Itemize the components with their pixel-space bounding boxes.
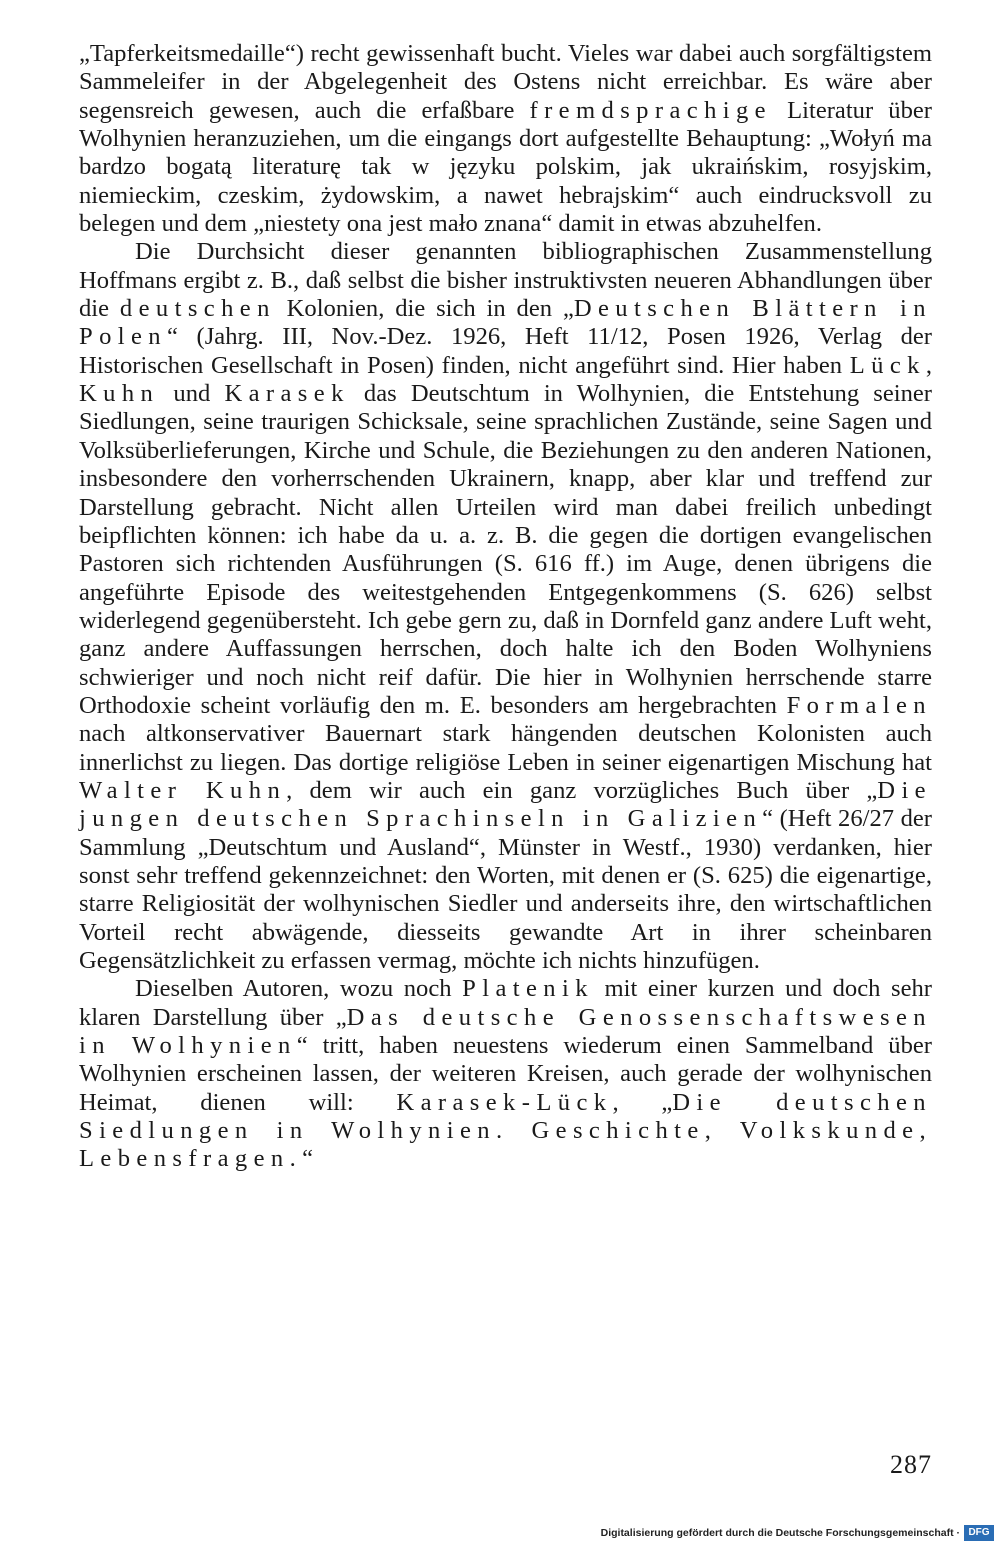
paragraph — [79, 975, 932, 1173]
text-run: Dieselben Autoren, wozu noch — [135, 975, 463, 1003]
spaced-emphasis: fremdsprachige — [529, 96, 772, 124]
text-run: , „ — [612, 1088, 673, 1116]
spaced-emphasis: Kuhn — [79, 380, 160, 408]
spaced-emphasis: deutschen — [119, 295, 276, 323]
spaced-emphasis: Deutschen Blättern in Polen — [79, 295, 932, 351]
spaced-emphasis: Platenik — [462, 975, 594, 1003]
text-run: “ (Heft 26/27 der Sammlung „Deutschtum und Ausland“, Münster in Westf., 1930) verdanken, hier sonst sehr treffend gekennzeichnet: den Worten, mit denen er (S. 625) die eigenartige, starre Religiosität der wolhynischen Siedler und anderseits ihre, den wirtschaftlichen Vorteil recht abwägende, diesseits gewandte Art in ihrer scheinbaren Gegensätzlichkeit zu erfassen vermag, möchte ich nichts hinzufügen. — [79, 805, 932, 974]
document-body — [79, 40, 932, 1174]
text-run: das Deutschtum in Wolhynien, die Entstehung seiner Siedlungen, seine traurigen Schicksale, seine sprachlichen Zustände, seine Sagen und Volksüberlieferungen, Kirche und Schule, die Beziehungen zu den anderen Nationen, insbesondere den vorherrschenden Ukrainern, knapp, aber klar und treffend zur Darstellung gebracht. Nicht allen Urteilen wird man dabei freilich unbedingt beipflichten können: ich habe da u. a. z. B. die gegen die dortigen evangelischen Pastoren sich richtenden Ausführungen (S. 616 ff.) im Auge, denen übrigens die angeführte Episode des weitestgehenden Entgegenkommens (S. 626) selbst widerlegend gegenübersteht. Ich gebe gern zu, daß in Dornfeld ganz andere Luft weht, ganz andere Auffassungen herrschen, doch halte ich den Boden Wolhyniens schwieriger und noch nicht reif dafür. Die hier in Wolhynien herrschende starre Orthodoxie scheint vorläufig den m. E. besonders am hergebrachten — [79, 380, 933, 719]
paragraph — [79, 238, 932, 975]
text-run: und — [159, 380, 225, 408]
spaced-emphasis: Die deutschen Siedlungen in Wolhynien. Geschichte, Volkskunde, Lebensfragen. — [79, 1088, 932, 1173]
text-run: , dem wir auch ein ganz vorzügliches Buch über „ — [286, 776, 878, 804]
text-run: mit einer kurzen und doch sehr klaren Darstellung über „ — [79, 975, 932, 1031]
spaced-emphasis: Karasek — [224, 380, 350, 408]
spaced-emphasis: Das deutsche Genossenschaftswesen in Wolhynien — [79, 1003, 932, 1060]
page-number: 287 — [890, 1450, 932, 1479]
spaced-emphasis: Walter Kuhn — [79, 776, 287, 804]
spaced-emphasis: Formalen — [786, 691, 932, 719]
text-run: “ tritt, haben neuestens wiederum einen Sammelband über Wolhynien erscheinen lassen, der weiteren Kreisen, auch gerade der wolhynischen Heimat, dienen will: — [79, 1032, 932, 1116]
dfg-logo-icon: DFG — [964, 1525, 994, 1541]
spaced-emphasis: Die jungen deutschen Sprachinseln in Galizien — [79, 776, 932, 833]
text-run: nach altkonservativer Bauernart stark hängenden deutschen Kolonisten auch innerlichst zu liegen. Das dortige religiöse Leben in seiner eigenartigen Mischung hat — [79, 720, 932, 776]
text-run: , — [925, 351, 932, 379]
spaced-emphasis: Lück — [849, 351, 926, 379]
text-run: “ — [302, 1145, 314, 1173]
spaced-emphasis: Karasek-Lück — [396, 1088, 613, 1116]
text-run: „Tapferkeitsmedaille“) recht gewissenhaft bucht. Vieles war dabei auch sorgfältigstem Sammeleifer in der Abgelegenheit des Ostens nicht erreichbar. Es wäre aber segensreich gewesen, auch die erfaßbare — [79, 40, 932, 124]
footer-credit: Digitalisierung gefördert durch die Deutsche Forschungsgemeinschaft · — [600, 1527, 960, 1539]
paragraph — [79, 40, 932, 238]
text-run: Die Durchsicht dieser genannten bibliographischen Zusammenstellung Hoffmans ergibt z. B., daß selbst die bisher instruktivsten neueren Abhandlungen über die — [79, 238, 932, 323]
text-run: Literatur über Wolhynien heranzuziehen, um die eingangs dort aufgestellte Behauptung: „Wołyń ma bardzo bogatą literaturę tak w języku polskim, jak ukraińskim, rosyjskim, niemieckim, czeskim, żydowskim, a nawet hebrajskim“ auch eindrucksvoll zu belegen und dem „niestety ona jest mało znana“ damit in etwas abzuhelfen. — [79, 96, 932, 238]
text-run: “ (Jahrg. III, Nov.-Dez. 1926, Heft 11/12, Posen 1926, Verlag der Historischen Gesellschaft in Posen) finden, nicht angeführt sind. Hier haben — [79, 323, 932, 379]
text-run: Kolonien, die sich in den „ — [275, 295, 574, 323]
